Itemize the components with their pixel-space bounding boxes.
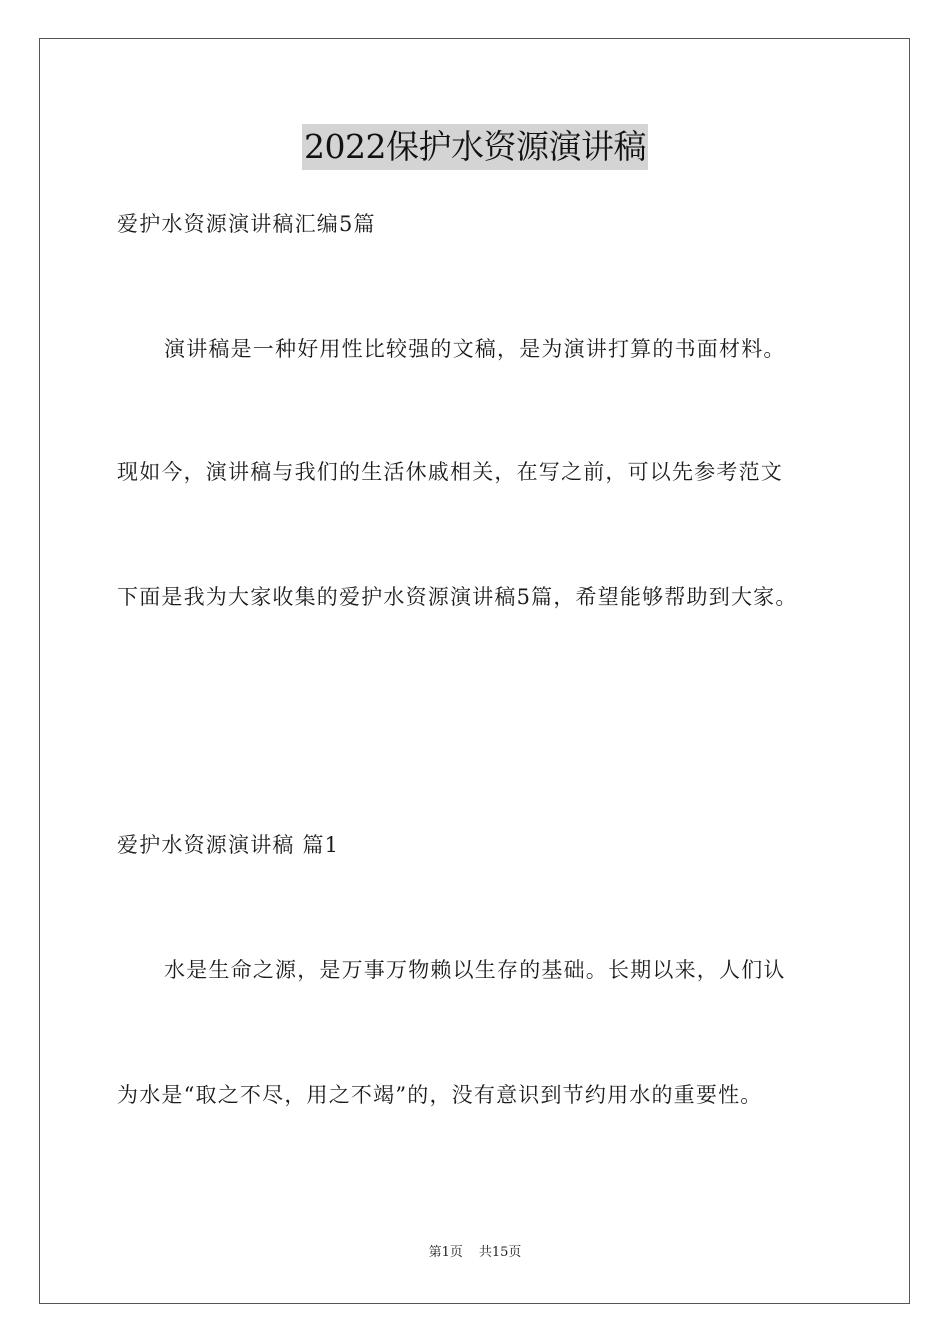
paragraph-line: 下面是我为大家收集的爱护水资源演讲稿5篇，希望能够帮助到大家。 bbox=[117, 585, 798, 609]
page-total: 共15页 bbox=[478, 1245, 522, 1260]
subtitle-line: 爱护水资源演讲稿汇编5篇 bbox=[117, 212, 376, 236]
paragraph-line: 演讲稿是一种好用性比较强的文稿，是为演讲打算的书面材料。 bbox=[164, 337, 786, 361]
page-number: 第1页 bbox=[428, 1245, 463, 1260]
paragraph-line: 现如今，演讲稿与我们的生活休戚相关，在写之前，可以先参考范文 bbox=[117, 460, 783, 484]
page-footer bbox=[0, 1244, 950, 1262]
section-heading: 爱护水资源演讲稿 篇1 bbox=[117, 833, 340, 857]
document-title: 2022保护水资源演讲稿 bbox=[302, 124, 648, 170]
title-container bbox=[0, 124, 950, 170]
paragraph-line: 为水是“取之不尽，用之不竭”的，没有意识到节约用水的重要性。 bbox=[117, 1083, 763, 1107]
paragraph-line: 水是生命之源，是万事万物赖以生存的基础。长期以来，人们认 bbox=[164, 958, 786, 982]
